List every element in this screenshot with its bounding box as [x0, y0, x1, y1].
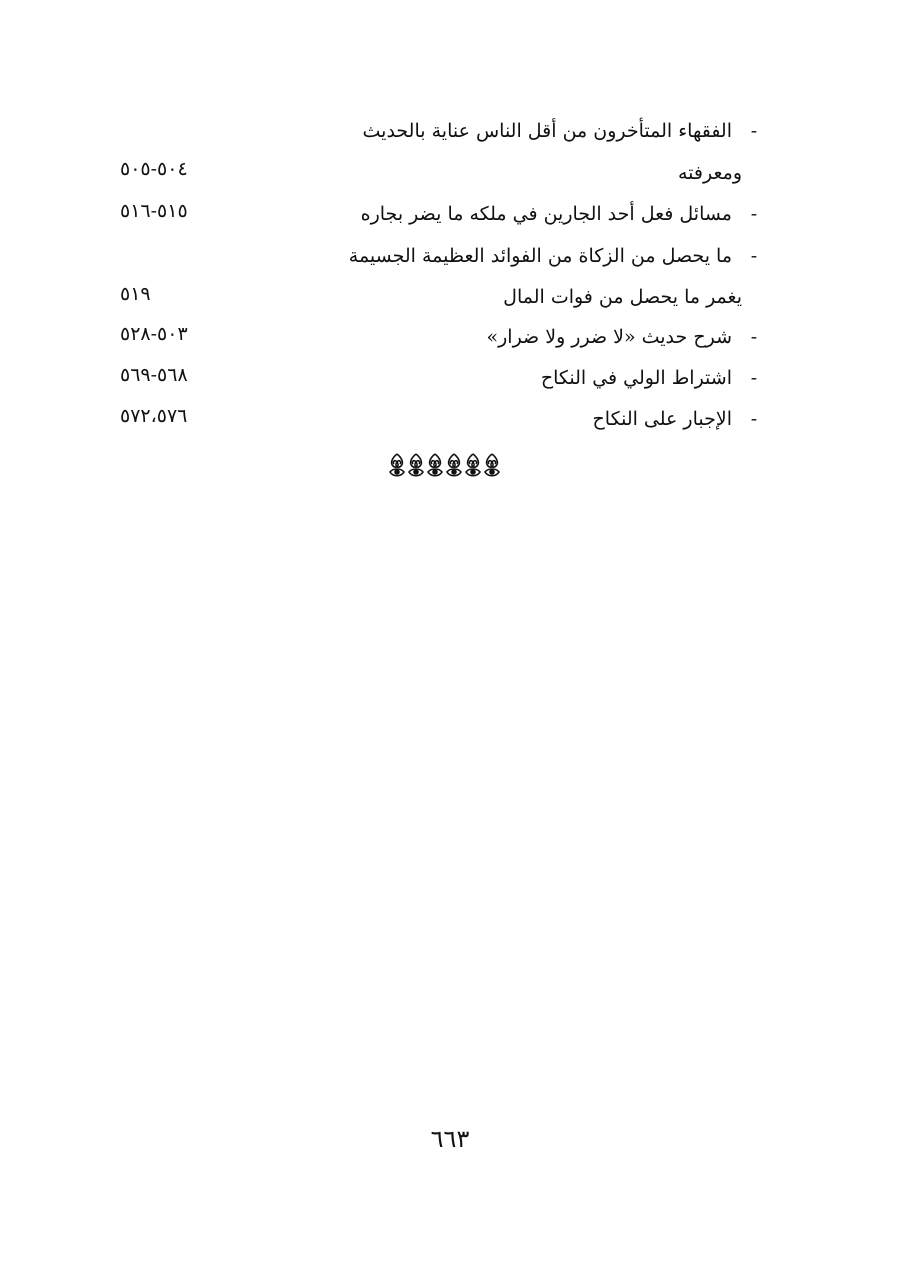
entry-pages: ٥٧٢،٥٧٦: [120, 405, 188, 427]
entry-pages: ٥١٩: [120, 283, 151, 305]
entry-dash: -: [750, 408, 758, 430]
entry-text: ما يحصل من الزكاة من الفوائد العظيمة الجسيمة: [348, 245, 732, 267]
entry-text: شرح حديث «لا ضرر ولا ضرار»: [486, 326, 732, 348]
entry-dash: -: [750, 326, 758, 348]
entry-text: الإجبار على النكاح: [592, 408, 732, 430]
entry-dash: -: [750, 245, 758, 267]
entry-pages: ٥٦٨-٥٦٩: [120, 364, 188, 386]
index-list: [0, 0, 900, 480]
entry-text: اشتراط الولي في النكاح: [540, 367, 732, 389]
page-number: ٦٦٣: [430, 1125, 470, 1153]
entry-pages: ٥١٥-٥١٦: [120, 200, 188, 222]
entry-text: ومعرفته: [677, 162, 742, 184]
entry-dash: -: [750, 203, 758, 225]
entry-dash: -: [750, 367, 758, 389]
entry-dash: -: [750, 120, 758, 142]
entry-text: يغمر ما يحصل من فوات المال: [503, 286, 742, 308]
entry-pages: ٥٠٤-٥٠٥: [120, 158, 188, 180]
entry-text: مسائل فعل أحد الجارين في ملكه ما يضر بجاره: [360, 203, 732, 225]
entry-pages: ٥٠٣-٥٢٨: [120, 323, 188, 345]
entry-text: الفقهاء المتأخرون من أقل الناس عناية بالحديث: [362, 120, 732, 142]
decorative-flourish-icon: [385, 450, 505, 480]
